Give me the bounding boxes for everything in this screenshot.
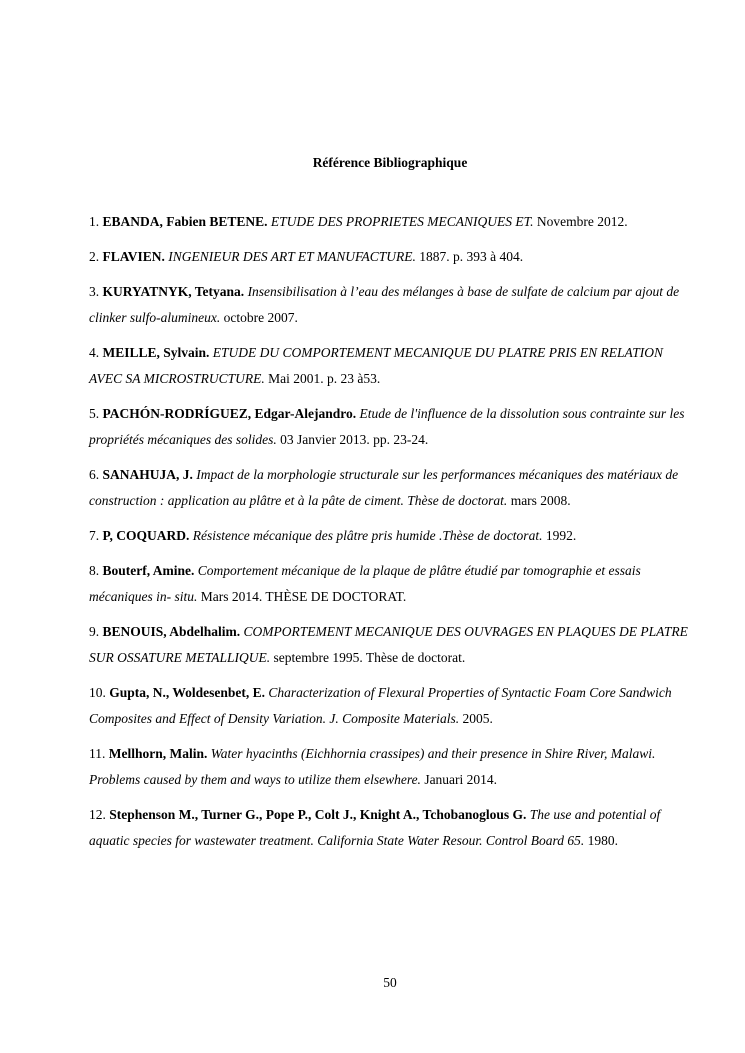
reference-author: SANAHUJA, J. [102,467,193,482]
reference-item [89,244,695,270]
reference-number: 3. [89,284,100,299]
page-title: Référence Bibliographique [312,155,468,170]
reference-author: KURYATNYK, Tetyana. [102,284,245,299]
reference-author: P, COQUARD. [102,528,190,543]
reference-author: Mellhorn, Malin. [108,746,208,761]
reference-details: octobre 2007. [223,310,298,325]
reference-number: 9. [89,624,100,639]
reference-author: PACHÓN-RODRÍGUEZ, Edgar-Alejandro. [102,406,357,421]
reference-details: Mars 2014. THÈSE DE DOCTORAT. [200,589,407,604]
reference-item [89,680,695,732]
reference-item [89,523,695,549]
reference-number: 10. [89,685,106,700]
reference-details: septembre 1995. Thèse de doctorat. [273,650,466,665]
reference-item [89,209,695,235]
reference-item [89,741,695,793]
reference-details: mars 2008. [510,493,571,508]
reference-number: 5. [89,406,100,421]
reference-number: 11. [89,746,106,761]
reference-author: MEILLE, Sylvain. [102,345,210,360]
reference-title: INGENIEUR DES ART ET MANUFACTURE. [168,249,416,264]
reference-author: EBANDA, Fabien BETENE. [102,214,268,229]
reference-number: 6. [89,467,100,482]
reference-title: The use and potential of aquatic species for wastewater treatment. California State Water Resour. Control Board 65. [89,807,661,848]
reference-list [89,209,695,863]
reference-details: 1992. [545,528,577,543]
reference-number: 12. [89,807,106,822]
reference-item [89,558,695,610]
reference-number: 1. [89,214,100,229]
reference-title: ETUDE DES PROPRIETES MECANIQUES ET. [270,214,534,229]
reference-number: 8. [89,563,100,578]
reference-title: Comportement mécanique de la plaque de plâtre étudié par tomographie et essais mécaniques in- situ. [89,563,641,604]
reference-details: 1980. [587,833,618,848]
reference-details: 2005. [462,711,493,726]
reference-title: COMPORTEMENT MECANIQUE DES OUVRAGES EN PLAQUES DE PLATRE SUR OSSATURE METALLIQUE. [89,624,688,665]
reference-item [89,340,695,392]
reference-title: Insensibilisation à l’eau des mélanges à base de sulfate de calcium par ajout de clinker sulfo-alumineux. [89,284,680,325]
reference-details: 1887. p. 393 à 404. [419,249,524,264]
reference-title: Etude de l'influence de la dissolution sous contrainte sur les propriétés mécaniques des solides. [89,406,685,447]
reference-item [89,462,695,514]
reference-title: Résistence mécanique des plâtre pris humide .Thèse de doctorat. [192,528,543,543]
reference-details: Novembre 2012. [536,214,628,229]
reference-number: 4. [89,345,100,360]
reference-author: BENOUIS, Abdelhalim. [102,624,241,639]
reference-author: Bouterf, Amine. [102,563,195,578]
reference-title: Water hyacinths (Eichhornia crassipes) and their presence in Shire River, Malawi. Problems caused by them and ways to utilize them elsewhere. [89,746,656,787]
reference-author: Stephenson M., Turner G., Pope P., Colt J., Knight A., Tchobanoglous G. [109,807,527,822]
reference-number: 7. [89,528,100,543]
reference-details: Mai 2001. p. 23 à53. [268,371,381,386]
reference-author: FLAVIEN. [102,249,165,264]
reference-item [89,619,695,671]
reference-details: Januari 2014. [424,772,498,787]
reference-number: 2. [89,249,100,264]
reference-title: Impact de la morphologie structurale sur les performances mécaniques des matériaux de construction : application au plâtre et à la pâte de ciment. Thèse de doctorat. [89,467,679,508]
reference-item [89,279,695,331]
reference-title: Characterization of Flexural Properties of Syntactic Foam Core Sandwich Composites and Effect of Density Variation. J. Composite Materials. [89,685,672,726]
reference-title: ETUDE DU COMPORTEMENT MECANIQUE DU PLATRE PRIS EN RELATION AVEC SA MICROSTRUCTURE. [89,345,664,386]
reference-author: Gupta, N., Woldesenbet, E. [109,685,266,700]
reference-details: 03 Janvier 2013. pp. 23-24. [280,432,429,447]
reference-item [89,401,695,453]
reference-item [89,802,695,854]
page-number: 50 [383,975,397,990]
